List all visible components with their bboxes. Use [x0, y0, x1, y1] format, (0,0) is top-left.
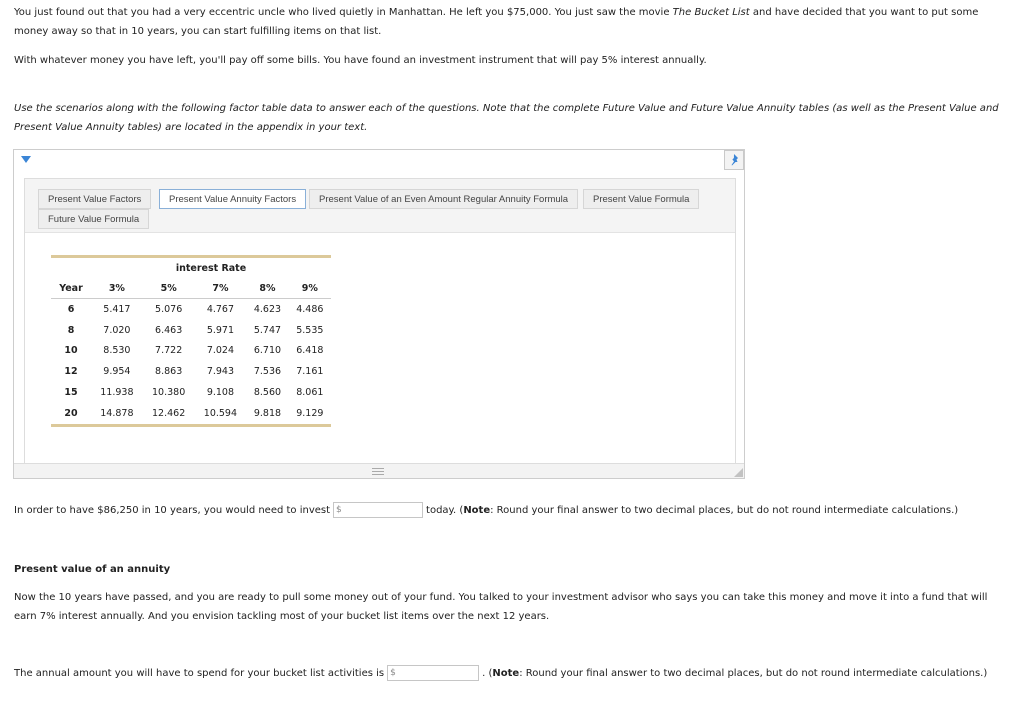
rate-header: 3%: [91, 278, 143, 299]
tab-content: [25, 233, 735, 464]
tab-bar: [25, 179, 735, 233]
panel-top-bar: [14, 150, 744, 172]
table-row: [51, 341, 331, 362]
year-cell: 15: [64, 387, 78, 399]
intro-paragraph: [14, 3, 1004, 41]
question-1-prompt: In order to have $86,250 in 10 years, you would need to invest: [14, 505, 331, 516]
question-2-after: . (: [482, 668, 493, 679]
factor-cell: 6.463: [155, 324, 183, 336]
factor-cell: 6.418: [296, 345, 324, 357]
table-bottom-rule: [51, 424, 331, 427]
interest-rate-header: interest Rate: [175, 262, 247, 274]
factor-cell: 10.594: [203, 407, 238, 419]
factor-cell: 14.878: [100, 407, 134, 419]
year-cell: 10: [64, 345, 78, 357]
tab-container: [24, 178, 736, 465]
factor-cell: 4.767: [206, 303, 235, 315]
tab-present-value-factors[interactable]: Present Value Factors: [38, 189, 151, 209]
rate-header: 8%: [246, 278, 288, 299]
factor-cell: 9.129: [296, 407, 324, 419]
factor-cell: 5.535: [296, 324, 324, 336]
tab-future-value-formula[interactable]: Future Value Formula: [38, 209, 149, 229]
year-cell: 20: [64, 407, 78, 419]
rate-header: 9%: [289, 278, 331, 299]
note-label: Note: [463, 505, 491, 516]
factor-cell: 9.954: [103, 366, 131, 378]
table-row: [51, 361, 331, 382]
bills-paragraph: With whatever money you have left, you'll pay off some bills. You have found an investment instrument that will pay 5% interest annually.: [14, 55, 707, 66]
factor-cell: 11.938: [100, 387, 134, 399]
resize-grip-icon[interactable]: [372, 468, 384, 475]
factor-cell: 6.710: [253, 345, 282, 357]
factor-cell: 10.380: [152, 387, 186, 399]
factor-cell: 8.863: [155, 366, 183, 378]
factor-cell: 5.076: [155, 303, 183, 315]
factor-cell: 7.536: [253, 366, 282, 378]
year-cell: 6: [67, 303, 75, 315]
year-header: Year: [51, 278, 91, 299]
factor-cell: 7.020: [103, 324, 131, 336]
answer-2-box[interactable]: [387, 665, 479, 681]
tab-present-value-annuity-factors[interactable]: Present Value Annuity Factors: [159, 189, 306, 209]
tab-present-value-formula[interactable]: Present Value Formula: [583, 189, 699, 209]
question-2-prompt: The annual amount you will have to spend for your bucket list activities is: [14, 668, 385, 679]
factor-cell: 5.971: [206, 324, 235, 336]
factor-cell: 7.722: [155, 345, 183, 357]
question-2-note: : Round your final answer to two decimal places, but do not round intermediate calculations.): [519, 668, 988, 679]
factor-table: [51, 258, 331, 424]
intro-text-2: and have decided that you want to put some money away so that in 10 years, you can start fulfilling items on that list.: [14, 7, 979, 37]
currency-symbol: $: [390, 668, 396, 678]
question-1: [14, 501, 1004, 520]
factor-cell: 9.108: [206, 387, 235, 399]
factor-cell: 7.943: [206, 366, 235, 378]
corner-resize-icon[interactable]: [734, 468, 743, 477]
factor-cell: 7.024: [206, 345, 235, 357]
factor-cell: 4.486: [296, 303, 324, 315]
tab-pv-even-annuity-formula[interactable]: Present Value of an Even Amount Regular Annuity Formula: [309, 189, 578, 209]
table-row: [51, 382, 331, 403]
factor-cell: 8.061: [296, 387, 324, 399]
factor-cell: 5.417: [103, 303, 131, 315]
note-label: Note: [492, 668, 520, 679]
table-row: [51, 320, 331, 341]
movie-title: The Bucket List: [672, 7, 750, 18]
panel-resize-bar[interactable]: [14, 463, 744, 478]
table-row: [51, 403, 331, 424]
triangle-down-icon[interactable]: [21, 156, 31, 163]
factor-cell: 4.623: [253, 303, 282, 315]
pv-annuity-heading: Present value of an annuity: [14, 564, 171, 575]
rate-header: 5%: [143, 278, 195, 299]
factor-cell: 8.530: [103, 345, 131, 357]
factor-cell: 12.462: [152, 407, 186, 419]
answer-1-input[interactable]: [346, 504, 420, 516]
table-row: [51, 299, 331, 320]
factor-table-panel: [13, 149, 745, 479]
currency-symbol: $: [336, 505, 342, 515]
intro-text-1: You just found out that you had a very eccentric uncle who lived quietly in Manhattan. He left you $75,000. You just saw the movie: [14, 7, 673, 18]
scenario-instructions: Use the scenarios along with the following factor table data to answer each of the questions. Note that the complete Future Value and Future Value Annuity tables (as well as the Present Value and Present Value Annuity tables) are located in the appendix in your text.: [14, 103, 999, 133]
question-2-scenario: Now the 10 years have passed, and you are ready to pull some money out of your fund. You talked to your investment advisor who says you can take this money and move it into a fund that will earn 7% interest annually. And you envision tackling most of your bucket list items over the next 12 years.: [14, 592, 988, 622]
year-cell: 12: [64, 366, 78, 378]
factor-cell: 8.560: [253, 387, 282, 399]
factor-cell: 9.818: [253, 407, 282, 419]
pin-button[interactable]: [724, 150, 744, 170]
pv-annuity-factor-table: [51, 255, 331, 427]
factor-cell: 7.161: [296, 366, 324, 378]
year-cell: 8: [67, 324, 75, 336]
factor-cell: 5.747: [253, 324, 282, 336]
question-1-note: : Round your final answer to two decimal places, but do not round intermediate calculations.): [490, 505, 959, 516]
rate-header: 7%: [195, 278, 247, 299]
answer-1-box[interactable]: [333, 502, 423, 518]
answer-2-input[interactable]: [400, 667, 476, 679]
question-2: [14, 664, 1004, 683]
pin-icon: [729, 154, 740, 166]
question-1-after: today. (: [426, 505, 464, 516]
